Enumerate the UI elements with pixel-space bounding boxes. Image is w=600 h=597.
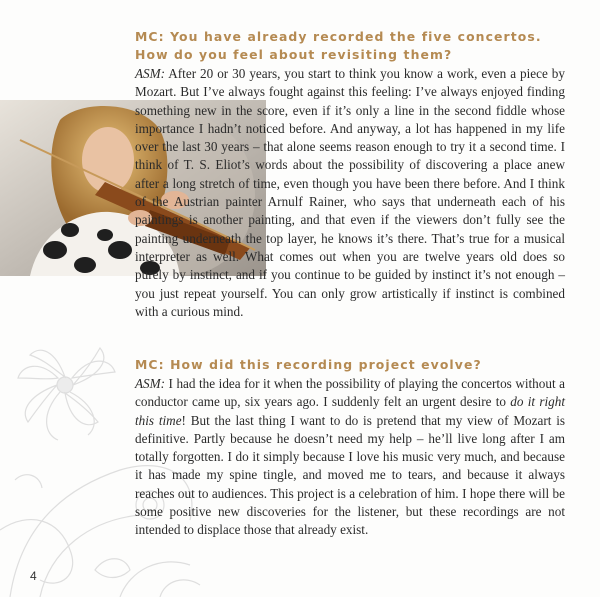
speaker-label-1: ASM: <box>135 66 166 81</box>
answer-text-1: After 20 or 30 years, you start to think you know a work, even a piece by Mozart. But I’ve always fought against this feeling: I’ve always enjoyed finding something new in the score, even if it’s only a line in the second fiddle whose importance I hadn’t noticed before. And anyway, a lot has happened in my life over the last 30 years – that alone seems reason enough to try it a second time. I think of T. S. Eliot’s words about the possibility of discovering a place anew after a long stretch of time, even though you have been there before. And I think of the Austrian painter Arnulf Rainer, who says that underneath each of his paintings is another painting, and that even if the viewers don’t fully see the painting underneath the top layer, he knows it’s there. That’s true for a musical interpreter as well. What comes out when you are twelve years old does so purely by instinct, and if you continue to be guided by instinct it’s not enough – you just repeat yourself. You can only grow artistically if instinct is combined with a curious mind. <box>135 66 565 319</box>
answer-paragraph-1 <box>135 65 565 321</box>
speaker-label-2: ASM: <box>135 376 166 391</box>
page-number: 4 <box>30 569 37 583</box>
answer-text-2b: ! But the last thing I want to do is pretend that my view of Mozart is definitive. Partly because he doesn’t need my help – he’ll live long after I am totally forgotten. I do it simply because I love his music very much, and because it has made my spine tingle, and moved me to tears, and because it always reaches out to audiences. This project is a celebration of him. I hope there will be some positive new discoveries for the listener, but these recordings are not intended to displace those that already exist. <box>135 412 565 538</box>
answer-paragraph-2 <box>135 375 565 540</box>
question-heading-1: MC: You have already recorded the five concertos. How do you feel about revisiting them? <box>135 29 542 62</box>
answer-emphasis: do it right this time <box>135 394 565 428</box>
question-heading-2: MC: How did this recording project evolve? <box>135 357 482 372</box>
answer-text-2a: I had the idea for it when the possibility of playing the concertos without a conductor came up, six years ago. I suddenly felt an urgent desire to <box>135 376 565 410</box>
